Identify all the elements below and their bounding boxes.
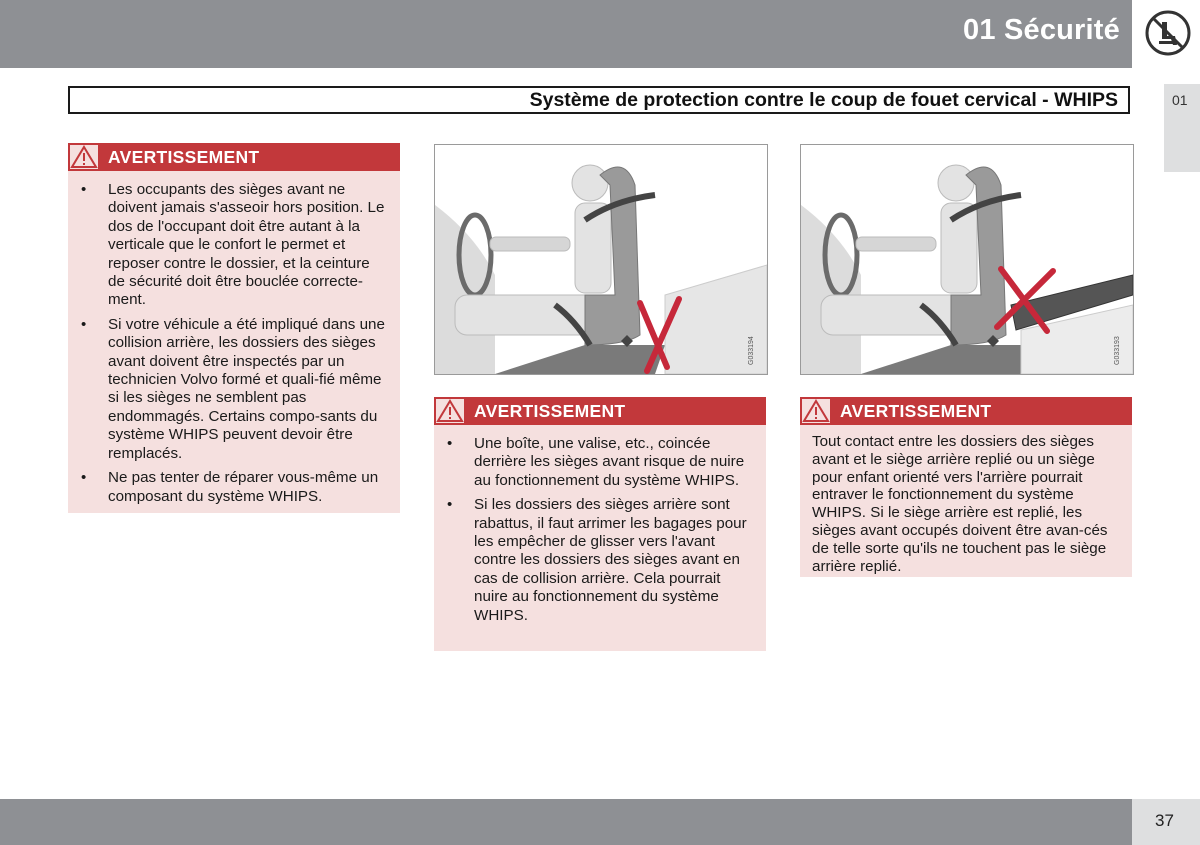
warning-title: AVERTISSEMENT [108, 147, 260, 167]
warning-item: • Une boîte, une valise, etc., coincée derrière les sièges avant risque de nuire au fonctionnement du système WHIPS. [474, 435, 754, 490]
section-title-box [68, 86, 1130, 114]
figure-code: G033194 [748, 336, 755, 365]
section-title: Système de protection contre le coup de fouet cervical - WHIPS [529, 89, 1118, 111]
warning-triangle-icon [70, 145, 98, 169]
chapter-title: 01 Sécurité [963, 14, 1120, 46]
warning-item: • Ne pas tenter de réparer vous-même un composant du système WHIPS. [108, 469, 388, 506]
whips-illustration-folded-seat [800, 144, 1134, 375]
warning-list [68, 171, 400, 524]
warning-list [434, 425, 766, 643]
warning-item: • Si votre véhicule a été impliqué dans une collision arrière, les dossiers des sièges avant doivent être inspectés par un technicien Volvo formé et quali-fié même si les sièges ne semblent pas endommagés. Certains compo-sants du système WHIPS peuvent devoir être remplacés. [108, 316, 388, 463]
chapter-side-tab-label: 01 [1172, 92, 1188, 108]
warning-item: • Si les dossiers des sièges arrière sont rabattus, il faut arrimer les bagages pour les empêcher de glisser vers l'avant contre les dossiers des sièges avant en cas de collision arrière. Cela pourrait nuire au fonctionnement du système WHIPS. [474, 496, 754, 625]
footer-bar [0, 799, 1132, 845]
page-number: 37 [1155, 811, 1174, 830]
whips-illustration-luggage [434, 144, 768, 375]
warning-triangle-icon [802, 399, 830, 423]
warning-item: • Les occupants des sièges avant ne doivent jamais s'asseoir hors position. Le dos de l'occupant doit être autant à la verticale que le confort le permet et reposer contre le dossier, et la ceinture de sécurité doit être bouclée correcte-ment. [108, 181, 388, 310]
figure-code: G033193 [1114, 336, 1121, 365]
warning-header [68, 143, 400, 171]
warning-box-middle [434, 397, 766, 651]
warning-title: AVERTISSEMENT [840, 401, 992, 421]
warning-box-right [800, 397, 1132, 577]
warning-box-left [68, 143, 400, 513]
warning-title: AVERTISSEMENT [474, 401, 626, 421]
warning-text: Tout contact entre les dossiers des sièges avant et le siège arrière replié ou un siège pour enfant orienté vers l'arrière pourrait entraver le fonctionnement du système WHIPS. Si le siège arrière est replié, les sièges avant occupés doivent être avan-cés de telle sorte qu'ils ne touchent pas le siège arrière replié. [812, 433, 1108, 575]
warning-header [434, 397, 766, 425]
warning-header [800, 397, 1132, 425]
no-seat-icon [1145, 10, 1191, 56]
warning-triangle-icon [436, 399, 464, 423]
